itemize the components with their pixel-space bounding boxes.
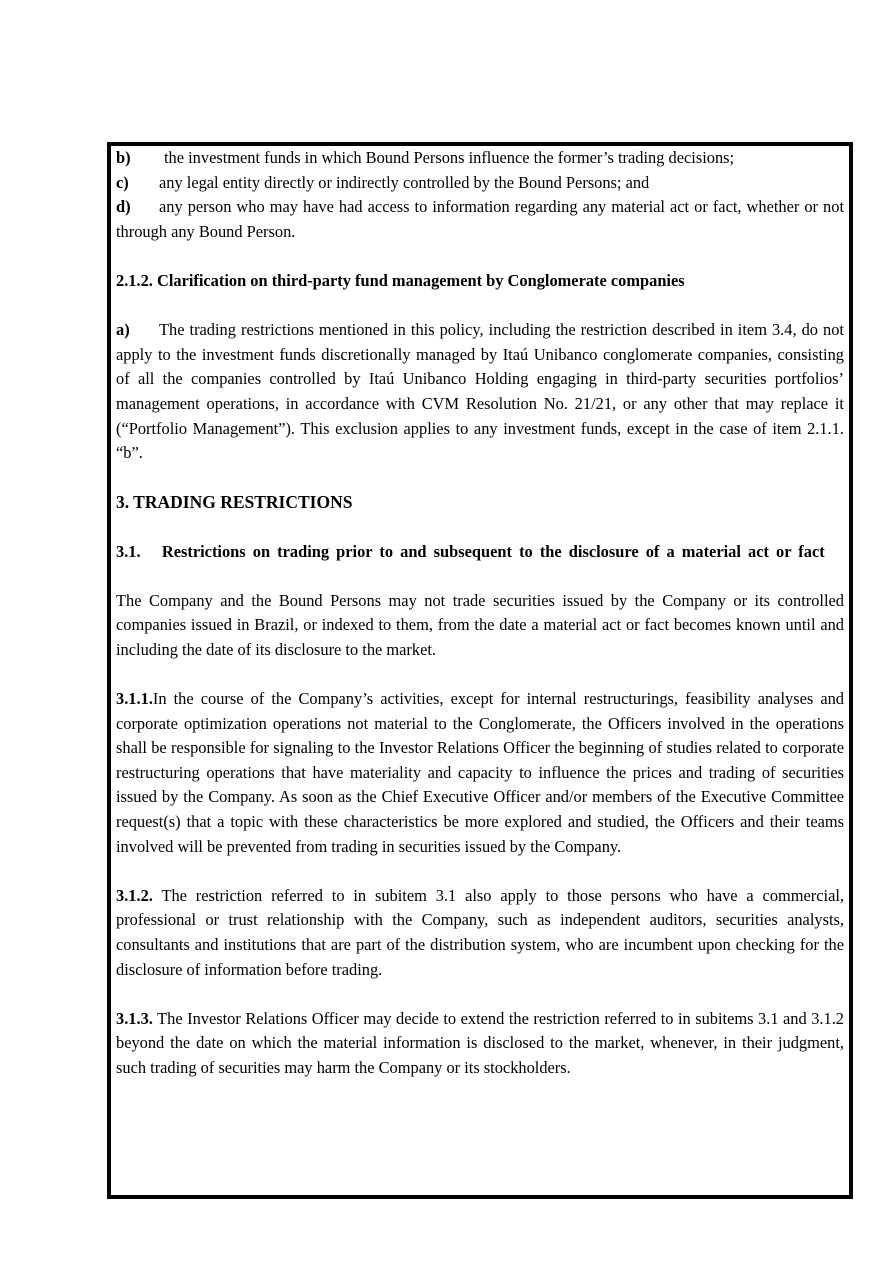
section-3-1-3-paragraph [116,1007,844,1081]
section-3-1-2-paragraph [116,884,844,982]
section-title: Restrictions on trading prior to and subsequent to the disclosure of a material act or fact [161,541,825,561]
list-item-b [116,146,844,171]
section-number: 3.1. [116,541,141,561]
item-a-marker: a) [116,320,130,340]
section-heading-3-1 [116,540,844,565]
list-item-text: any legal entity directly or indirectly controlled by the Bound Persons; and [159,172,650,192]
list-item-c [116,171,844,196]
list-marker: c) [116,172,129,192]
paragraph-text: The restriction referred to in subitem 3.1 also apply to those persons who have a commercial, professional or trust relationship with the Company, such as independent auditors, securities analysts, consultants and institutions that are part of the distribution system, who are incumbent upon checking for the disclosure of information before trading. [116,885,844,979]
document-body [116,146,844,1081]
section-number: 3.1.1. [116,689,153,709]
list-item-d [116,195,844,244]
item-a-paragraph [116,318,844,466]
list-marker: d) [116,197,131,217]
section-number: 3.1.2. [116,885,153,905]
item-a-text: The trading restrictions mentioned in this policy, including the restriction described in item 3.4, do not apply to the investment funds discretionally managed by Itaú Unibanco conglomerate companies, consisting of all the companies controlled by Itaú Unibanco Holding engaging in third-party securities portfolios’ management operations, in accordance with CVM Resolution No. 21/21, or any other that may replace it (“Portfolio Management”). This exclusion applies to any investment funds, except in the case of item 2.1.1. “b”. [116,320,844,463]
section-heading-2-1-2: 2.1.2. Clarification on third-party fund management by Conglomerate companies [116,270,685,290]
paragraph-text: The Investor Relations Officer may decide to extend the restriction referred to in subitems 3.1 and 3.1.2 beyond the date on which the material information is disclosed to the market, whenever, in their judgment, such trading of securities may harm the Company or its stockholders. [116,1008,845,1077]
list-item-text: the investment funds in which Bound Persons influence the former’s trading decisions; [164,148,735,167]
section-heading-3: 3. TRADING RESTRICTIONS [116,492,353,513]
list-item-text: any person who may have had access to information regarding any material act or fact, whether or not through any Bound Person. [116,197,844,241]
section-number: 3.1.3. [116,1008,153,1028]
list-marker: b) [116,148,131,167]
section-3-1-body: The Company and the Bound Persons may not trade securities issued by the Company or its controlled companies issued in Brazil, or indexed to them, from the date a material act or fact becomes known until and including the date of its disclosure to the market. [116,590,844,659]
paragraph-text: In the course of the Company’s activities, except for internal restructurings, feasibility analyses and corporate optimization operations not material to the Conglomerate, the Officers involved in the operations shall be responsible for signaling to the Investor Relations Officer the beginning of studies related to corporate restructuring operations that have materiality and capacity to influence the prices and trading of securities issued by the Company. As soon as the Chief Executive Officer and/or members of the Executive Committee request(s) that a topic with these characteristics be more explored and studied, the Officers and their teams involved will be prevented from trading in securities issued by the Company. [116,689,844,856]
section-3-1-1-paragraph [116,687,844,859]
